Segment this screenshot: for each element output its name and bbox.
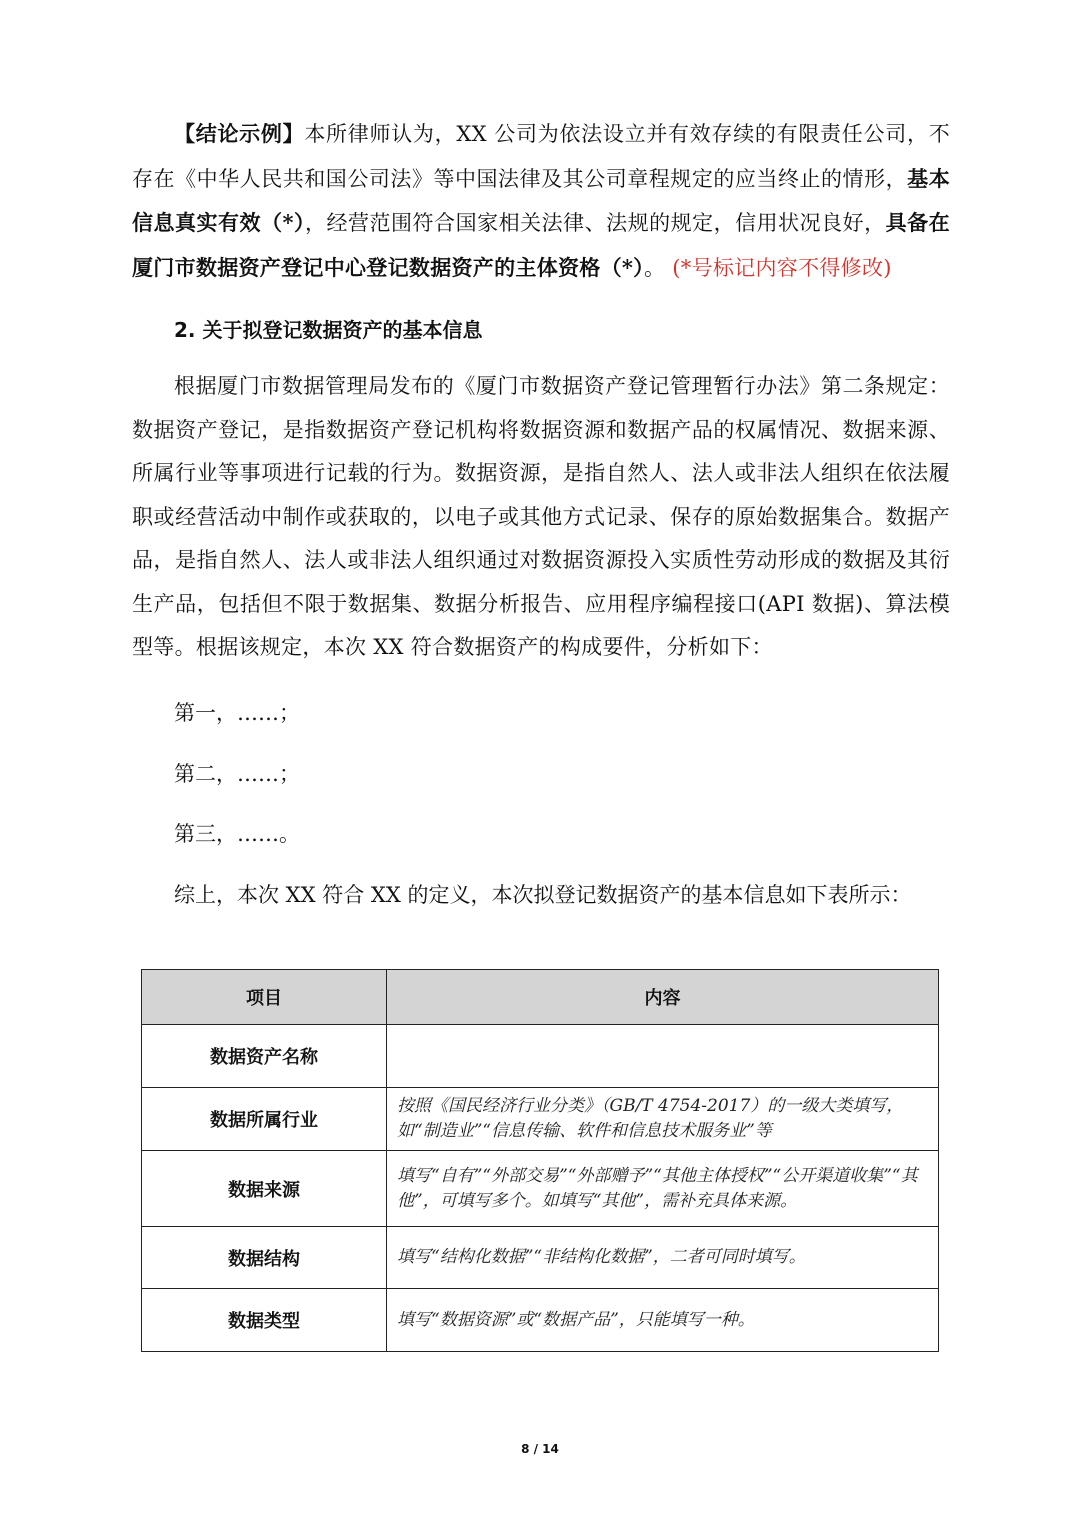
table-header-item: 项目	[142, 970, 387, 1025]
table-header-row	[142, 970, 939, 1025]
conclusion-bold-1: 基本信息真实有效（*）	[132, 165, 951, 235]
table-cell-content: 填写“自有”“外部交易”“外部赠予”“其他主体授权”“公开渠道收集”“其他”，可填写多个。如填写“其他”，需补充具体来源。	[387, 1151, 939, 1227]
table-cell-label: 数据来源	[142, 1151, 387, 1227]
conclusion-text-3: 。	[643, 255, 666, 280]
table-row	[142, 1088, 939, 1151]
conclusion-text-1: 本所律师认为，XX 公司为依法设立并有效存续的有限责任公司，不存在《中华人民共和国公司法》等中国法律及其公司章程规定的应当终止的情形，	[132, 122, 950, 191]
table-cell-label: 数据结构	[142, 1227, 387, 1289]
section-paragraph: 根据厦门市数据管理局发布的《厦门市数据资产登记管理暂行办法》第二条规定：数据资产登记，是指数据资产登记机构将数据资源和数据产品的权属情况、数据来源、所属行业等事项进行记载的行为。数据资源，是指自然人、法人或非法人组织在依法履职或经营活动中制作或获取的，以电子或其他方式记录、保存的原始数据集合。数据产品，是指自然人、法人或非法人组织通过对数据资源投入实质性劳动形成的数据及其衍生产品，包括但不限于数据集、数据分析报告、应用程序编程接口(API 数据)、算法模型等。根据该规定，本次 XX 符合数据资产的构成要件，分析如下：	[132, 374, 950, 659]
table-cell-label: 数据类型	[142, 1289, 387, 1352]
table-row	[142, 1151, 939, 1227]
page-number: 8 / 14	[521, 1442, 559, 1456]
list-item-1: 第一，……；	[174, 701, 300, 725]
table-row	[142, 1025, 939, 1088]
table-cell-label: 数据资产名称	[142, 1025, 387, 1088]
table-row	[142, 1227, 939, 1289]
table-cell-content: 按照《国民经济行业分类》（GB/T 4754-2017）的一级大类填写，如“制造业”“信息传输、软件和信息技术服务业”等	[387, 1088, 939, 1151]
table-header-content: 内容	[387, 970, 939, 1025]
red-note: (*号标记内容不得修改)	[672, 255, 892, 280]
table-cell-label: 数据所属行业	[142, 1088, 387, 1151]
summary-paragraph: 综上，本次 XX 符合 XX 的定义，本次拟登记数据资产的基本信息如下表所示：	[174, 883, 912, 907]
basic-info-table	[141, 969, 939, 1352]
table-row	[142, 1289, 939, 1352]
conclusion-label: 【结论示例】	[174, 121, 305, 146]
table-cell-content: 填写“数据资源”或“数据产品”，只能填写一种。	[387, 1289, 939, 1352]
table-cell-content	[387, 1025, 939, 1088]
section-heading: 2. 关于拟登记数据资产的基本信息	[174, 318, 483, 342]
list-item-3: 第三，……。	[174, 822, 300, 846]
conclusion-paragraph	[132, 112, 950, 290]
conclusion-bold-2: 具备在厦门市数据资产登记中心登记数据资产的主体资格（*）	[132, 210, 950, 280]
conclusion-text-2: ，经营范围符合国家相关法律、法规的规定，信用状况良好，	[305, 211, 886, 235]
list-item-2: 第二，……；	[174, 762, 300, 786]
table-cell-content: 填写“结构化数据”“非结构化数据”，二者可同时填写。	[387, 1227, 939, 1289]
